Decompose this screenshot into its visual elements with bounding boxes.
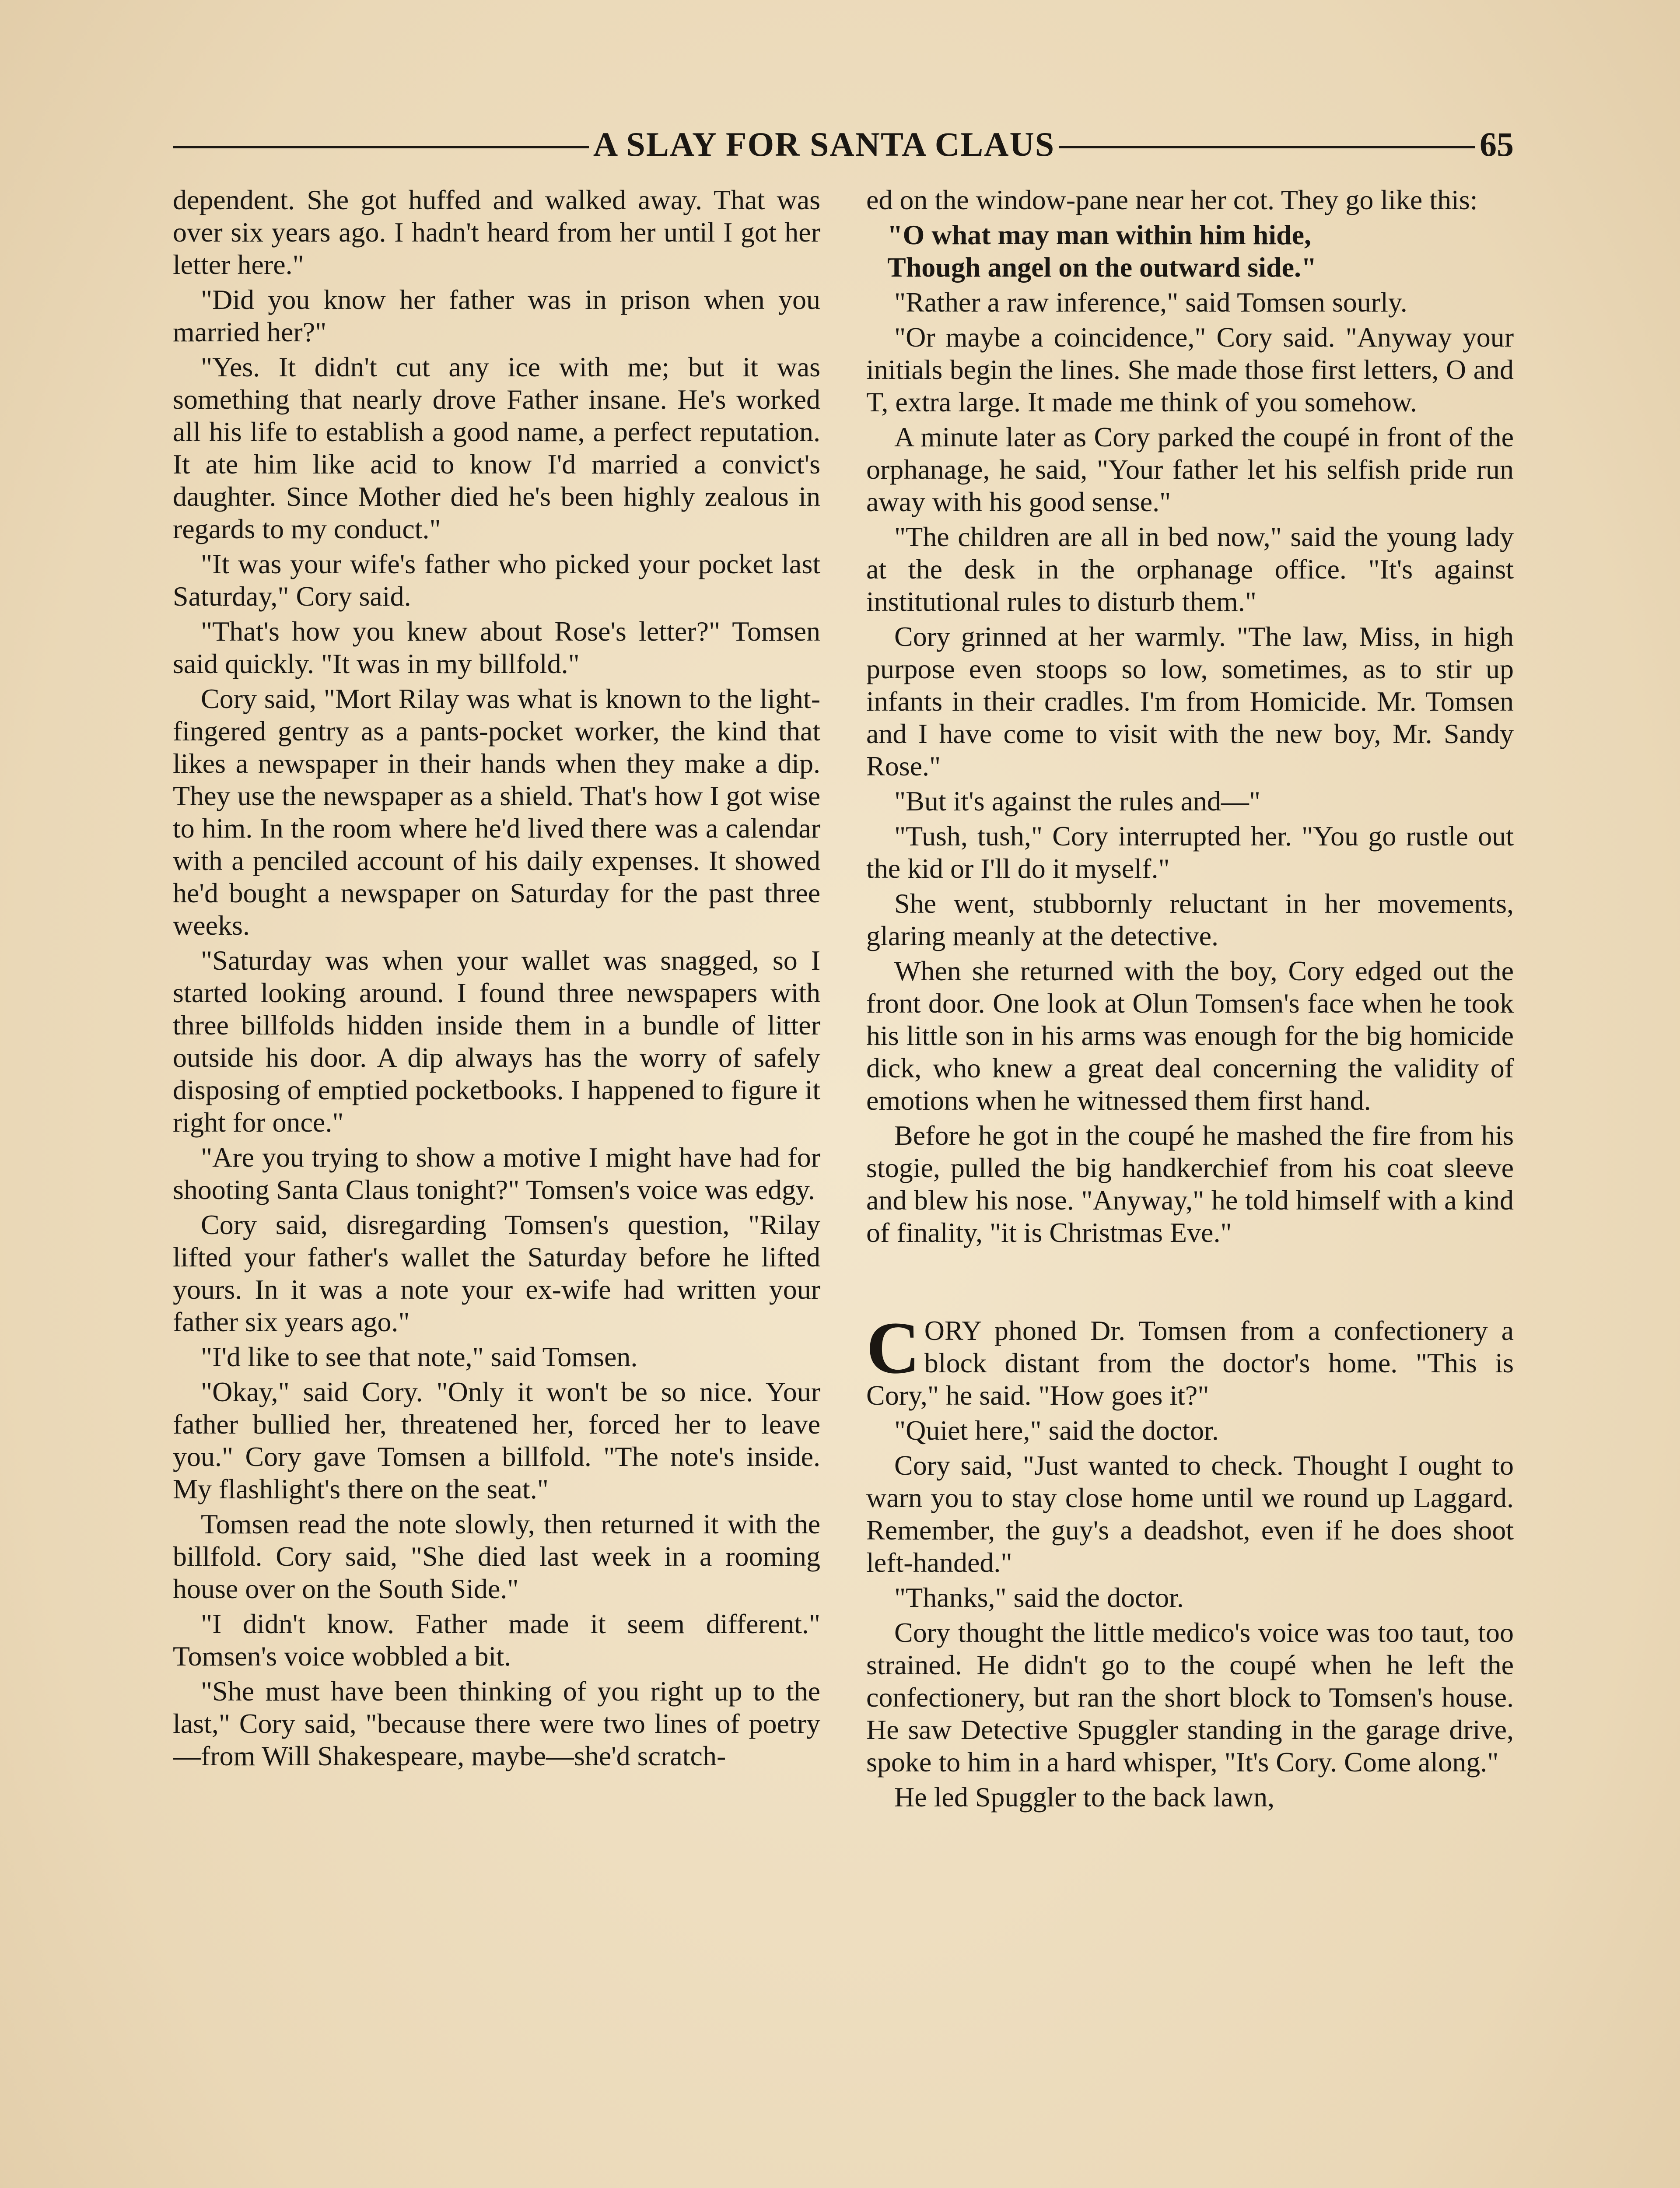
paragraph: He led Spuggler to the back lawn, xyxy=(894,1781,1275,1813)
paragraph: "Did you know her father was in prison when you married her?" xyxy=(173,284,820,347)
paragraph: dependent. She got huffed and walked away. That was over six years ago. I hadn't heard from her until I got her letter here." xyxy=(173,184,820,280)
paragraph: "Rather a raw inference," said Tomsen sourly. xyxy=(894,287,1407,318)
paragraph: "Tush, tush," Cory interrupted her. "You go rustle out the kid or I'll do it myself." xyxy=(866,820,1514,884)
paragraph: "I'd like to see that note," said Tomsen. xyxy=(201,1341,638,1372)
section-opening xyxy=(866,1307,1514,1412)
paragraph: "But it's against the rules and—" xyxy=(894,785,1260,817)
paragraph: ed on the window-pane near her cot. They go like this: xyxy=(866,184,1478,215)
verse-line: "O what may man within him hide, xyxy=(887,219,1311,250)
paragraph: A minute later as Cory parked the coupé in front of the orphanage, he said, "Your father let his selfish pride run away with his good sense." xyxy=(866,421,1514,517)
paragraph: "It was your wife's father who picked your pocket last Saturday," Cory said. xyxy=(173,548,820,612)
paragraph: "Are you trying to show a motive I might have had for shooting Santa Claus tonight?" Tomsen's voice was edgy. xyxy=(173,1142,820,1205)
paragraph: She went, stubbornly reluctant in her movements, glaring meanly at the detective. xyxy=(866,888,1514,951)
left-column xyxy=(173,184,820,2188)
paragraph: Cory thought the little medico's voice was too taut, too strained. He didn't go to the coupé when he left the confectionery, but ran the short block to Tomsen's house. He saw Detective Spuggler standing in the garage drive, spoke to him in a hard whisper, "It's Cory. Come along." xyxy=(866,1617,1514,1778)
paragraph: Cory grinned at her warmly. "The law, Miss, in high purpose even stoops so low, sometimes, as to stir up infants in their cradles. I'm from Homicide. Mr. Tomsen and I have come to visit with the new boy, Mr. Sandy Rose." xyxy=(866,621,1514,782)
page-number: 65 xyxy=(1480,125,1514,163)
paragraph: "Thanks," said the doctor. xyxy=(894,1582,1184,1613)
paragraph: "Or maybe a coincidence," Cory said. "Anyway your initials begin the lines. She made those first letters, O and T, extra large. It made me think of you somehow. xyxy=(866,322,1514,417)
drop-cap: C xyxy=(866,1307,920,1389)
paragraph: "Quiet here," said the doctor. xyxy=(894,1415,1219,1446)
section-opening-text: ORY phoned Dr. Tomsen from a confectionery a block distant from the doctor's home. "This is Cory," he said. "How goes it?" xyxy=(866,1315,1514,1411)
paragraph: "Yes. It didn't cut any ice with me; but it was something that nearly drove Father insane. He's worked all his life to establish a good name, a perfect reputation. It ate him like acid to know I'd married a convict's daughter. Since Mother died he's been highly zealous in regards to my conduct." xyxy=(173,351,820,544)
paragraph: "She must have been thinking of you right up to the last," Cory said, "because there were two lines of poetry—from Will Shakespeare, maybe—she'd scratch- xyxy=(173,1676,820,1771)
right-column xyxy=(866,184,1514,2188)
header-rule-right xyxy=(1059,146,1475,148)
paragraph: "Saturday was when your wallet was snagged, so I started looking around. I found three newspapers with three billfolds hidden inside them in a bundle of litter outside his door. A dip always has the worry of safely disposing of emptied pocketbooks. I happened to figure it right for once." xyxy=(173,945,820,1138)
page-header xyxy=(173,116,1514,173)
paragraph: "I didn't know. Father made it seem different." Tomsen's voice wobbled a bit. xyxy=(173,1608,820,1672)
paragraph: "That's how you knew about Rose's letter?" Tomsen said quickly. "It was in my billfold." xyxy=(173,616,820,679)
paragraph: Cory said, "Just wanted to check. Thought I ought to warn you to stay close home until we round up Laggard. Remember, the guy's a deadshot, even if he does shoot left-handed." xyxy=(866,1450,1514,1578)
paragraph: "The children are all in bed now," said the young lady at the desk in the orphanage office. "It's against institutional rules to disturb them." xyxy=(866,521,1514,617)
paragraph: Cory said, disregarding Tomsen's question, "Rilay lifted your father's wallet the Saturday before he lifted yours. In it was a note your ex-wife had written your father six years ago." xyxy=(173,1209,820,1337)
paragraph: Before he got in the coupé he mashed the fire from his stogie, pulled the big handkerchief from his coat sleeve and blew his nose. "Anyway," he told himself with a kind of finality, "it is Christmas Eve." xyxy=(866,1120,1514,1248)
paragraph: When she returned with the boy, Cory edged out the front door. One look at Olun Tomsen's face when he took his little son in his arms was enough for the big homicide dick, who knew a great deal concerning the validity of emotions when he witnessed them first hand. xyxy=(866,955,1514,1116)
story-title: A SLAY FOR SANTA CLAUS xyxy=(593,125,1055,163)
paragraph: Tomsen read the note slowly, then returned it with the billfold. Cory said, "She died last week in a rooming house over on the South Side." xyxy=(173,1508,820,1604)
paragraph: Cory said, "Mort Rilay was what is known to the light-fingered gentry as a pants-pocket worker, the kind that likes a newspaper in their hands when they make a dip. They use the newspaper as a shield. That's how I got wise to him. In the room where he'd lived there was a calendar with a penciled account of his daily expenses. It showed he'd bought a newspaper on Saturday for the past three weeks. xyxy=(173,683,820,941)
header-rule-left xyxy=(173,146,589,148)
paragraph: "Okay," said Cory. "Only it won't be so nice. Your father bullied her, threatened her, forced her to leave you." Cory gave Tomsen a billfold. "The note's inside. My flashlight's there on the seat." xyxy=(173,1376,820,1504)
verse-line: Though angel on the outward side." xyxy=(887,252,1317,283)
